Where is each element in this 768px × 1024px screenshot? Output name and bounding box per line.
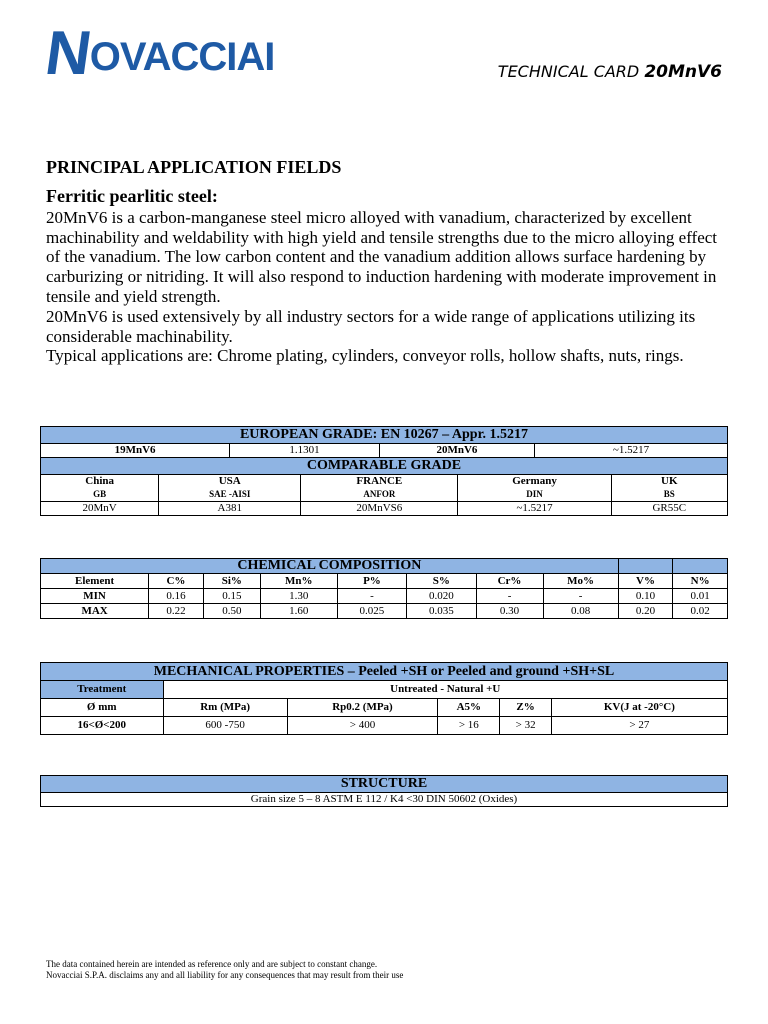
table-cell: 0.15: [203, 589, 260, 604]
chemical-header-row: [41, 574, 728, 589]
table-cell: 0.020: [407, 589, 476, 604]
table-cell: Treatment: [41, 681, 164, 699]
table-cell: Element: [41, 574, 149, 589]
structure-title: STRUCTURE: [41, 776, 728, 793]
table-cell: Rp0.2 (MPa): [287, 699, 437, 717]
table-cell: N%: [673, 574, 728, 589]
table-cell: Cr%: [476, 574, 543, 589]
table-cell: -: [337, 589, 406, 604]
logo-wordmark: [41, 19, 275, 88]
table-cell: 20MnV6: [379, 444, 534, 458]
european-grade-title: EUROPEAN GRADE: EN 10267 – Appr. 1.5217: [41, 427, 728, 444]
intro-text: [46, 187, 726, 366]
chemical-min-row: [41, 589, 728, 604]
table-cell: [673, 559, 728, 574]
table-cell: Rm (MPa): [163, 699, 287, 717]
table-cell: KV(J at -20°C): [551, 699, 727, 717]
table-cell: Ø mm: [41, 699, 164, 717]
table-cell: V%: [618, 574, 673, 589]
table-cell: A5%: [438, 699, 500, 717]
table-cell: BS: [611, 488, 727, 502]
table-cell: C%: [149, 574, 204, 589]
disclaimer: [46, 959, 403, 981]
european-grade-row: [41, 444, 728, 458]
logo-rest: OVACCIAI: [89, 35, 275, 79]
intro-subtitle: Ferritic pearlitic steel:: [46, 186, 218, 206]
structure-table: [40, 775, 728, 807]
table-cell: Mo%: [543, 574, 618, 589]
company-logo: [41, 19, 316, 88]
card-label: TECHNICAL CARD: [497, 62, 645, 81]
table-cell: 0.22: [149, 604, 204, 619]
disclaimer-line-1: The data contained herein are intended as reference only and are subject to constant change.: [46, 959, 378, 969]
table-cell: 19MnV6: [41, 444, 230, 458]
table-cell: MIN: [41, 589, 149, 604]
table-cell: 20MnV: [41, 502, 159, 516]
table-cell: 0.10: [618, 589, 673, 604]
table-cell: 16<Ø<200: [41, 717, 164, 735]
intro-paragraph-2: 20MnV6 is used extensively by all industry sectors for a wide range of applications utilizing its considerable machinability.: [46, 306, 696, 346]
table-cell: MAX: [41, 604, 149, 619]
steel-grade: 20MnV6: [644, 62, 722, 82]
table-cell: > 32: [500, 717, 551, 735]
comparable-value-row: [41, 502, 728, 516]
table-cell: 1.30: [260, 589, 337, 604]
table-cell: 0.08: [543, 604, 618, 619]
table-cell: GB: [41, 488, 159, 502]
table-cell: -: [476, 589, 543, 604]
table-cell: > 16: [438, 717, 500, 735]
intro-paragraph-1: 20MnV6 is a carbon-manganese steel micro alloyed with vanadium, characterized by excellent machinability and weldability with high yield and tensile strengths due to the micro alloying effect of the vanadium. The low carbon content and the vanadium addition allows surface hardening by carburizing or nitriding. It will also respond to induction hardening with moderate improvement in tensile and yield strength.: [46, 207, 718, 306]
mechanical-table: [40, 662, 728, 735]
section-title: PRINCIPAL APPLICATION FIELDS: [46, 157, 342, 177]
table-cell: 0.02: [673, 604, 728, 619]
table-cell: 0.20: [618, 604, 673, 619]
mechanical-header-row: [41, 699, 728, 717]
table-cell: 0.035: [407, 604, 476, 619]
table-cell: 0.025: [337, 604, 406, 619]
chemical-title: CHEMICAL COMPOSITION: [41, 559, 619, 574]
table-cell: > 400: [287, 717, 437, 735]
logo-initial: N: [41, 19, 95, 88]
table-cell: 0.01: [673, 589, 728, 604]
table-cell: Si%: [203, 574, 260, 589]
table-cell: [618, 559, 673, 574]
table-cell: ~1.5217: [535, 444, 728, 458]
table-cell: P%: [337, 574, 406, 589]
structure-text: Grain size 5 – 8 ASTM E 112 / K4 <30 DIN 50602 (Oxides): [41, 793, 728, 807]
document-header: [498, 62, 722, 82]
comparable-standard-row: [41, 488, 728, 502]
table-cell: Germany: [458, 475, 611, 489]
table-cell: ANFOR: [301, 488, 458, 502]
table-cell: Untreated - Natural +U: [163, 681, 728, 699]
table-cell: 0.30: [476, 604, 543, 619]
table-cell: -: [543, 589, 618, 604]
table-cell: DIN: [458, 488, 611, 502]
table-cell: 0.50: [203, 604, 260, 619]
chemical-max-row: [41, 604, 728, 619]
table-cell: Mn%: [260, 574, 337, 589]
mechanical-value-row: [41, 717, 728, 735]
table-cell: 1.60: [260, 604, 337, 619]
table-cell: A381: [159, 502, 301, 516]
table-cell: S%: [407, 574, 476, 589]
table-cell: Z%: [500, 699, 551, 717]
table-cell: USA: [159, 475, 301, 489]
intro-paragraph-3: Typical applications are: Chrome plating, cylinders, conveyor rolls, hollow shafts, nuts, rings.: [46, 346, 684, 366]
table-cell: SAE -AISI: [159, 488, 301, 502]
table-cell: > 27: [551, 717, 727, 735]
table-cell: 0.16: [149, 589, 204, 604]
table-cell: 600 -750: [163, 717, 287, 735]
mechanical-title: MECHANICAL PROPERTIES – Peeled +SH or Peeled and ground +SH+SL: [41, 663, 728, 681]
table-cell: GR55C: [611, 502, 727, 516]
grade-table: [40, 426, 728, 516]
chemical-table: [40, 558, 728, 619]
table-cell: FRANCE: [301, 475, 458, 489]
table-cell: ~1.5217: [458, 502, 611, 516]
table-cell: 1.1301: [230, 444, 380, 458]
table-cell: China: [41, 475, 159, 489]
disclaimer-line-2: Novacciai S.P.A. disclaims any and all liability for any consequences that may result from their use: [46, 970, 404, 980]
table-cell: 20MnVS6: [301, 502, 458, 516]
comparable-country-row: [41, 475, 728, 489]
treatment-row: [41, 681, 728, 699]
table-cell: UK: [611, 475, 727, 489]
comparable-grade-title: COMPARABLE GRADE: [41, 458, 728, 475]
